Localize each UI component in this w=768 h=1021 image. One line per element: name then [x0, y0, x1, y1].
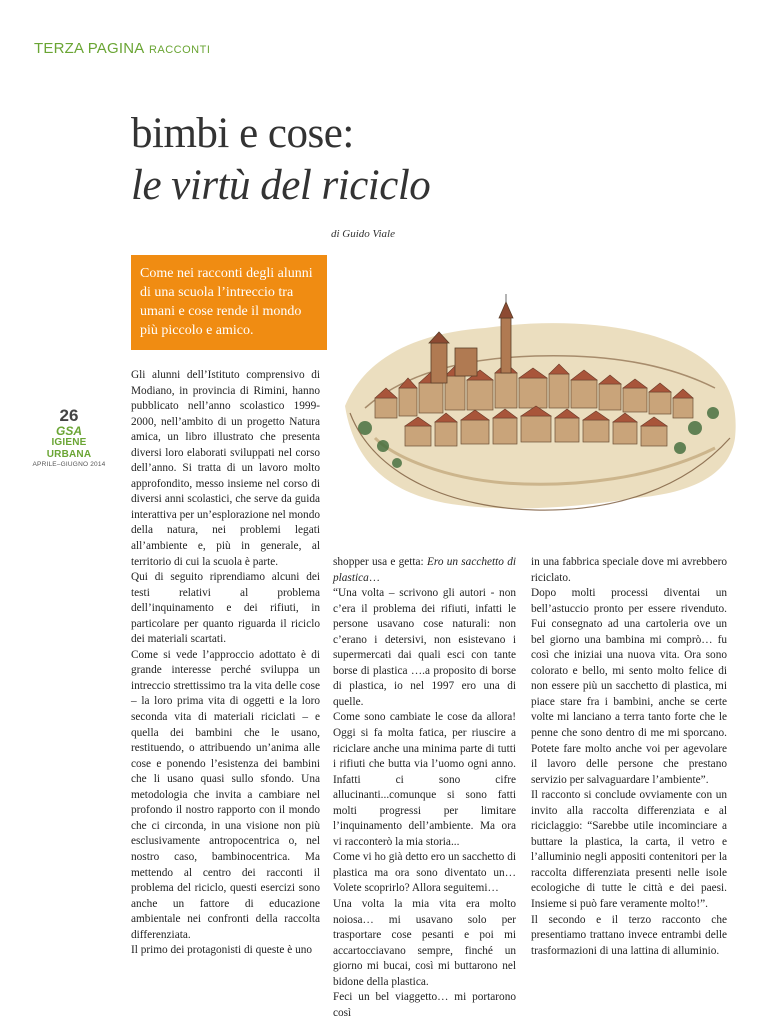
- magazine-name: IGIENE URBANA: [46, 437, 92, 460]
- page-folio: [30, 406, 108, 468]
- magazine-logo: GSA: [55, 424, 82, 438]
- paragraph: Il secondo e il terzo racconto che presentiamo trattano invece entrambi delle trasformazioni di una lattina di alluminio.: [531, 913, 727, 957]
- paragraph-intro: shopper usa e getta:: [333, 556, 427, 568]
- paragraph: in una fabbrica speciale dove mi avrebbero riciclato.: [531, 556, 727, 584]
- paragraph: Il primo dei protagonisti di queste è uno: [131, 944, 313, 957]
- lead-box: Come nei racconti degli alunni di una scuola l’intreccio tra umani e cose rende il mondo più piccolo e amico.: [131, 255, 327, 350]
- ellipsis: …: [368, 571, 381, 584]
- paragraph: Come si vede l’approccio adottato è di grande interesse perché sviluppa un intreccio strettissimo tra la vita delle cose – la loro prima vita di oggetti e la loro seconda vita di materiali riciclati – e quella dei bambini che le usano, restituendo, o attribuendo un’anima alle cose e ponendo l’esistenza dei bambini che li usano quasi sullo sfondo. Una metodologia che invita a cambiare nel profondo il nostro rapporto con il mondo che ci circonda, in una visione non più esclusivamente antropocentrica o, nel nostro caso, bambinocentrica. Ma mettendo al centro dei racconti il problema del riciclo, questi esercizi sono anche un fattore di educazione ambientale nei confronti della raccolta differenziata.: [131, 648, 320, 941]
- article-title: [131, 108, 430, 212]
- section-subname: RACCONTI: [148, 44, 211, 56]
- issue-date: APRILE–GIUGNO 2014: [32, 461, 106, 468]
- paragraph: [333, 555, 516, 586]
- paragraph: Qui di seguito riprendiamo alcuni dei testi relativi al problema dell’inquinamento e dei rifiuti, in particolare per quanto riguarda il riciclo dei materiali scartati.: [131, 571, 320, 646]
- text-column-3: [531, 555, 727, 959]
- paragraph: Il racconto si conclude ovviamente con un invito alla raccolta differenziata e al riciclaggio: “Sarebbe utile incominciare a buttare la plastica, la carta, il vetro e l’alluminio negli appositi contenitori per la raccolta differenziata presenti nelle isole ecologiche di tutte le città e dei paesi. Insieme si può fare veramente molto!”.: [531, 789, 727, 911]
- paragraph: Feci un bel viaggetto… mi portarono così: [333, 991, 516, 1019]
- paragraph: Come sono cambiate le cose da allora! Oggi si fa molta fatica, per riuscire a riciclare anche una minima parte di tutti i rifiuti che butta via l’uomo ogni anno. Infatti ci sono cifre allucinanti...comunque si sono fatti molti progressi per limitare l’inquinamento dell’ambiente. Ma ora vi racconterò la mia storia...: [333, 711, 516, 848]
- town-illustration: [335, 288, 741, 520]
- text-column-1: [131, 368, 320, 959]
- story-title: Ero un sacchetto di plastica: [333, 556, 516, 584]
- page-number: 26: [59, 406, 79, 425]
- paragraph: “Una volta – scrivono gli autori - non c’era il problema dei rifiuti, infatti le persone usavano cose naturali: non c’erano i detersivi, non esistevano i supermercati dai quali esci con tante borse di plastica ….a proposito di borse di plastica, io nel 1997 ero una di quelle.: [333, 587, 516, 708]
- paragraph: Una volta la mia vita era molto noiosa… mi usavano solo per trasportare cose pesanti e poi mi accartocciavano sempre, finché un giorno mi bucai, così mi buttarono nel bidone della plastica.: [333, 898, 516, 988]
- author-byline: di Guido Viale: [331, 228, 395, 240]
- text-column-2: [333, 555, 516, 1021]
- paragraph: Gli alunni dell’Istituto comprensivo di Modiano, in provincia di Rimini, hanno pubblicato nell’anno scolastico 1999-2000, nell’ambito di un progetto Natura amica, un libro illustrato che presenta diversi loro elaborati sviluppati nel corso dell’anno. Si tratta di un lavoro molto approfondito, messo insieme nel corso di diversi anni scolastici, che serve da guida interattiva per un’esplorazione nel mondo della natura, nei problemi legati all’ambiente e, più in generale, al territorio di cui la scuola è parte.: [131, 369, 320, 568]
- paragraph: Dopo molti processi diventai un bell’astuccio pronto per essere rivenduto. Fui consegnato ad una cartoleria ove un bel giorno una bambina mi comprò… fu così che iniziai una nuova vita. Ora sono colorato e bello, mi sento molto felice di non essere più un sacchetto di plastica, mi piace stare fra i bambini, anche se certe volte mi lanciano a terra tanto forte che le penne che sono dentro di me mi sporcano. Potete fare molto anche voi per agevolare il lavoro delle persone che prestano servizio per salvaguardare l’ambiente”.: [531, 587, 727, 786]
- section-name: TERZA PAGINA: [34, 40, 145, 57]
- section-header: [34, 40, 210, 58]
- title-line-1: bimbi e cose:: [131, 110, 354, 157]
- paragraph: Come vi ho già detto ero un sacchetto di plastica ma ora sono diventato un… Volete scoprirlo? Allora seguitemi…: [333, 851, 516, 895]
- title-line-2: le virtù del riciclo: [131, 162, 431, 209]
